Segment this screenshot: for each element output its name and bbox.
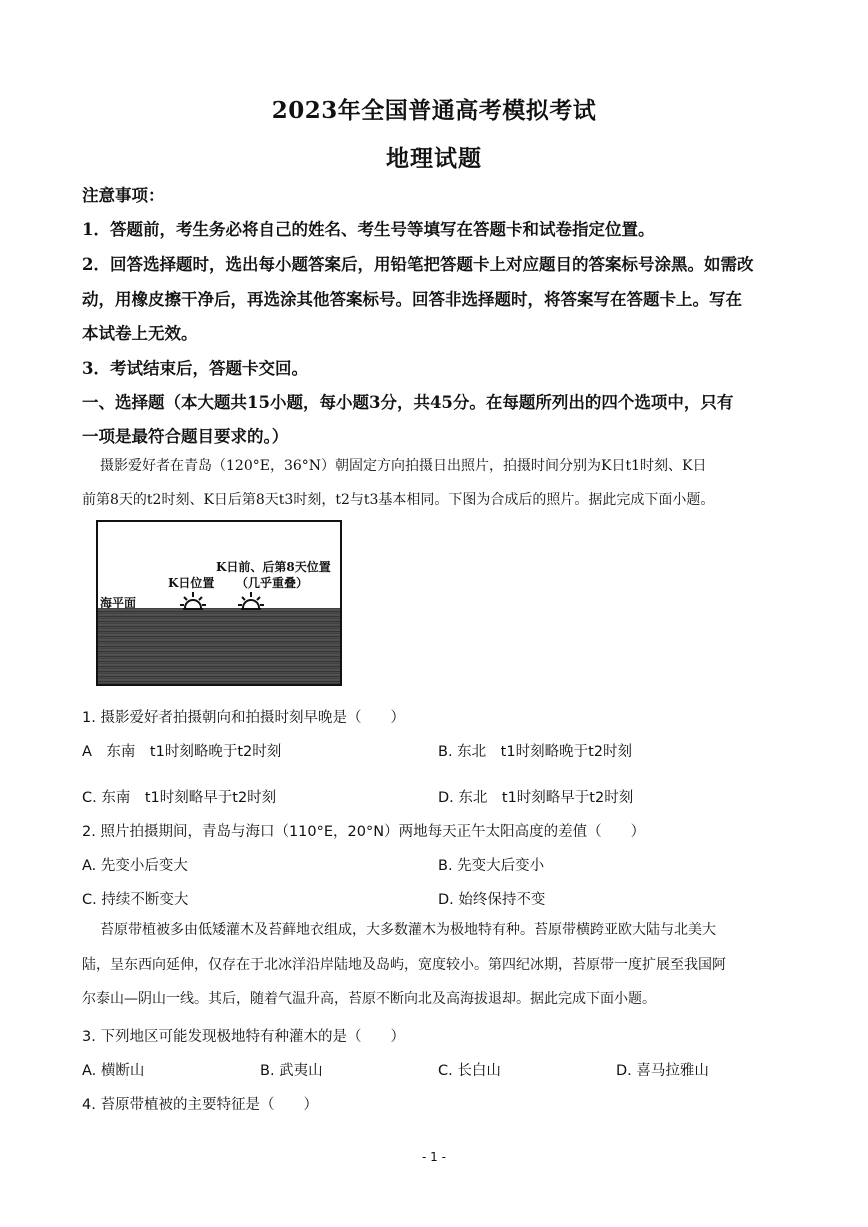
figure-label-k-8-days: K日前、后第8天位置 <box>216 560 331 574</box>
sun-k-8-days-icon <box>238 590 264 612</box>
notice-heading: 注意事项： <box>82 186 165 205</box>
question-2-option-c: C. 持续不断变大 <box>82 892 189 908</box>
question-1-option-c: C. 东南 t1时刻略早于t2时刻 <box>82 790 277 806</box>
question-2-option-a: A. 先变小后变大 <box>82 858 188 874</box>
notice-item-3: 3．考试结束后，答题卡交回。 <box>82 359 308 378</box>
question-3-option-a: A. 横断山 <box>82 1063 145 1079</box>
figure-label-sea-level: 海平面 <box>100 596 137 610</box>
exam-title: 2023年全国普通高考模拟考试 <box>271 97 597 124</box>
notice-item-2-line-2: 动，用橡皮擦干净后，再选涂其他答案标号。回答非选择题时，将答案写在答题卡上。写在 <box>82 290 742 309</box>
figure-label-overlap: （几乎重叠） <box>236 576 309 590</box>
passage-2-line-2: 陆，呈东西向延伸，仅存在于北冰洋沿岸陆地及岛屿，宽度较小。第四纪冰期，苔原带一度扩展至我国阿 <box>82 957 726 973</box>
sun-k-day-icon <box>180 590 206 612</box>
question-1-option-d: D. 东北 t1时刻略早于t2时刻 <box>438 790 634 806</box>
section-1-line-1: 一、选择题（本大题共15小题，每小题3分，共45分。在每题所列出的四个选项中，只有 <box>82 393 734 412</box>
passage-2-line-3: 尔泰山—阴山一线。其后，随着气温升高，苔原不断向北及高海拔退却。据此完成下面小题。 <box>82 991 656 1007</box>
sunrise-photo-figure <box>96 520 342 686</box>
passage-2-line-1: 苔原带植被多由低矮灌木及苔藓地衣组成，大多数灌木为极地特有种。苔原带横跨亚欧大陆与北美大 <box>100 922 716 938</box>
question-3-option-b: B. 武夷山 <box>260 1063 323 1079</box>
question-1-stem: 1. 摄影爱好者拍摄朝向和拍摄时刻早晚是（ ） <box>82 710 405 726</box>
page-number: - 1 - <box>422 1150 446 1164</box>
figure-label-k-day: K日位置 <box>168 576 215 590</box>
question-3-stem: 3. 下列地区可能发现极地特有种灌木的是（ ） <box>82 1029 405 1045</box>
question-2-option-d: D. 始终保持不变 <box>438 892 546 908</box>
question-3-option-d: D. 喜马拉雅山 <box>616 1063 709 1079</box>
notice-item-2-line-1: 2．回答选择题时，选出每小题答案后，用铅笔把答题卡上对应题目的答案标号涂黑。如需改 <box>82 255 754 274</box>
sea-surface <box>98 608 340 684</box>
passage-1-line-2: 前第8天的t2时刻、K日后第8天t3时刻，t2与t3基本相同。下图为合成后的照片。据此完成下面小题。 <box>82 492 715 508</box>
passage-1-line-1: 摄影爱好者在青岛（120°E，36°N）朝固定方向拍摄日出照片，拍摄时间分别为K日t1时刻、K日 <box>100 458 707 474</box>
notice-item-1: 1．答题前，考生务必将自己的姓名、考生号等填写在答题卡和试卷指定位置。 <box>82 220 655 239</box>
question-2-option-b: B. 先变大后变小 <box>438 858 545 874</box>
question-1-option-a: A 东南 t1时刻略晚于t2时刻 <box>82 744 282 760</box>
question-2-stem: 2. 照片拍摄期间，青岛与海口（110°E，20°N）两地每天正午太阳高度的差值（ ） <box>82 824 646 840</box>
section-1-line-2: 一项是最符合题目要求的。） <box>82 427 289 446</box>
notice-item-2-line-3: 本试卷上无效。 <box>82 324 198 343</box>
question-4-stem: 4. 苔原带植被的主要特征是（ ） <box>82 1097 318 1113</box>
question-1-option-b: B. 东北 t1时刻略晚于t2时刻 <box>438 744 632 760</box>
question-3-option-c: C. 长白山 <box>438 1063 501 1079</box>
exam-subtitle: 地理试题 <box>386 145 482 172</box>
